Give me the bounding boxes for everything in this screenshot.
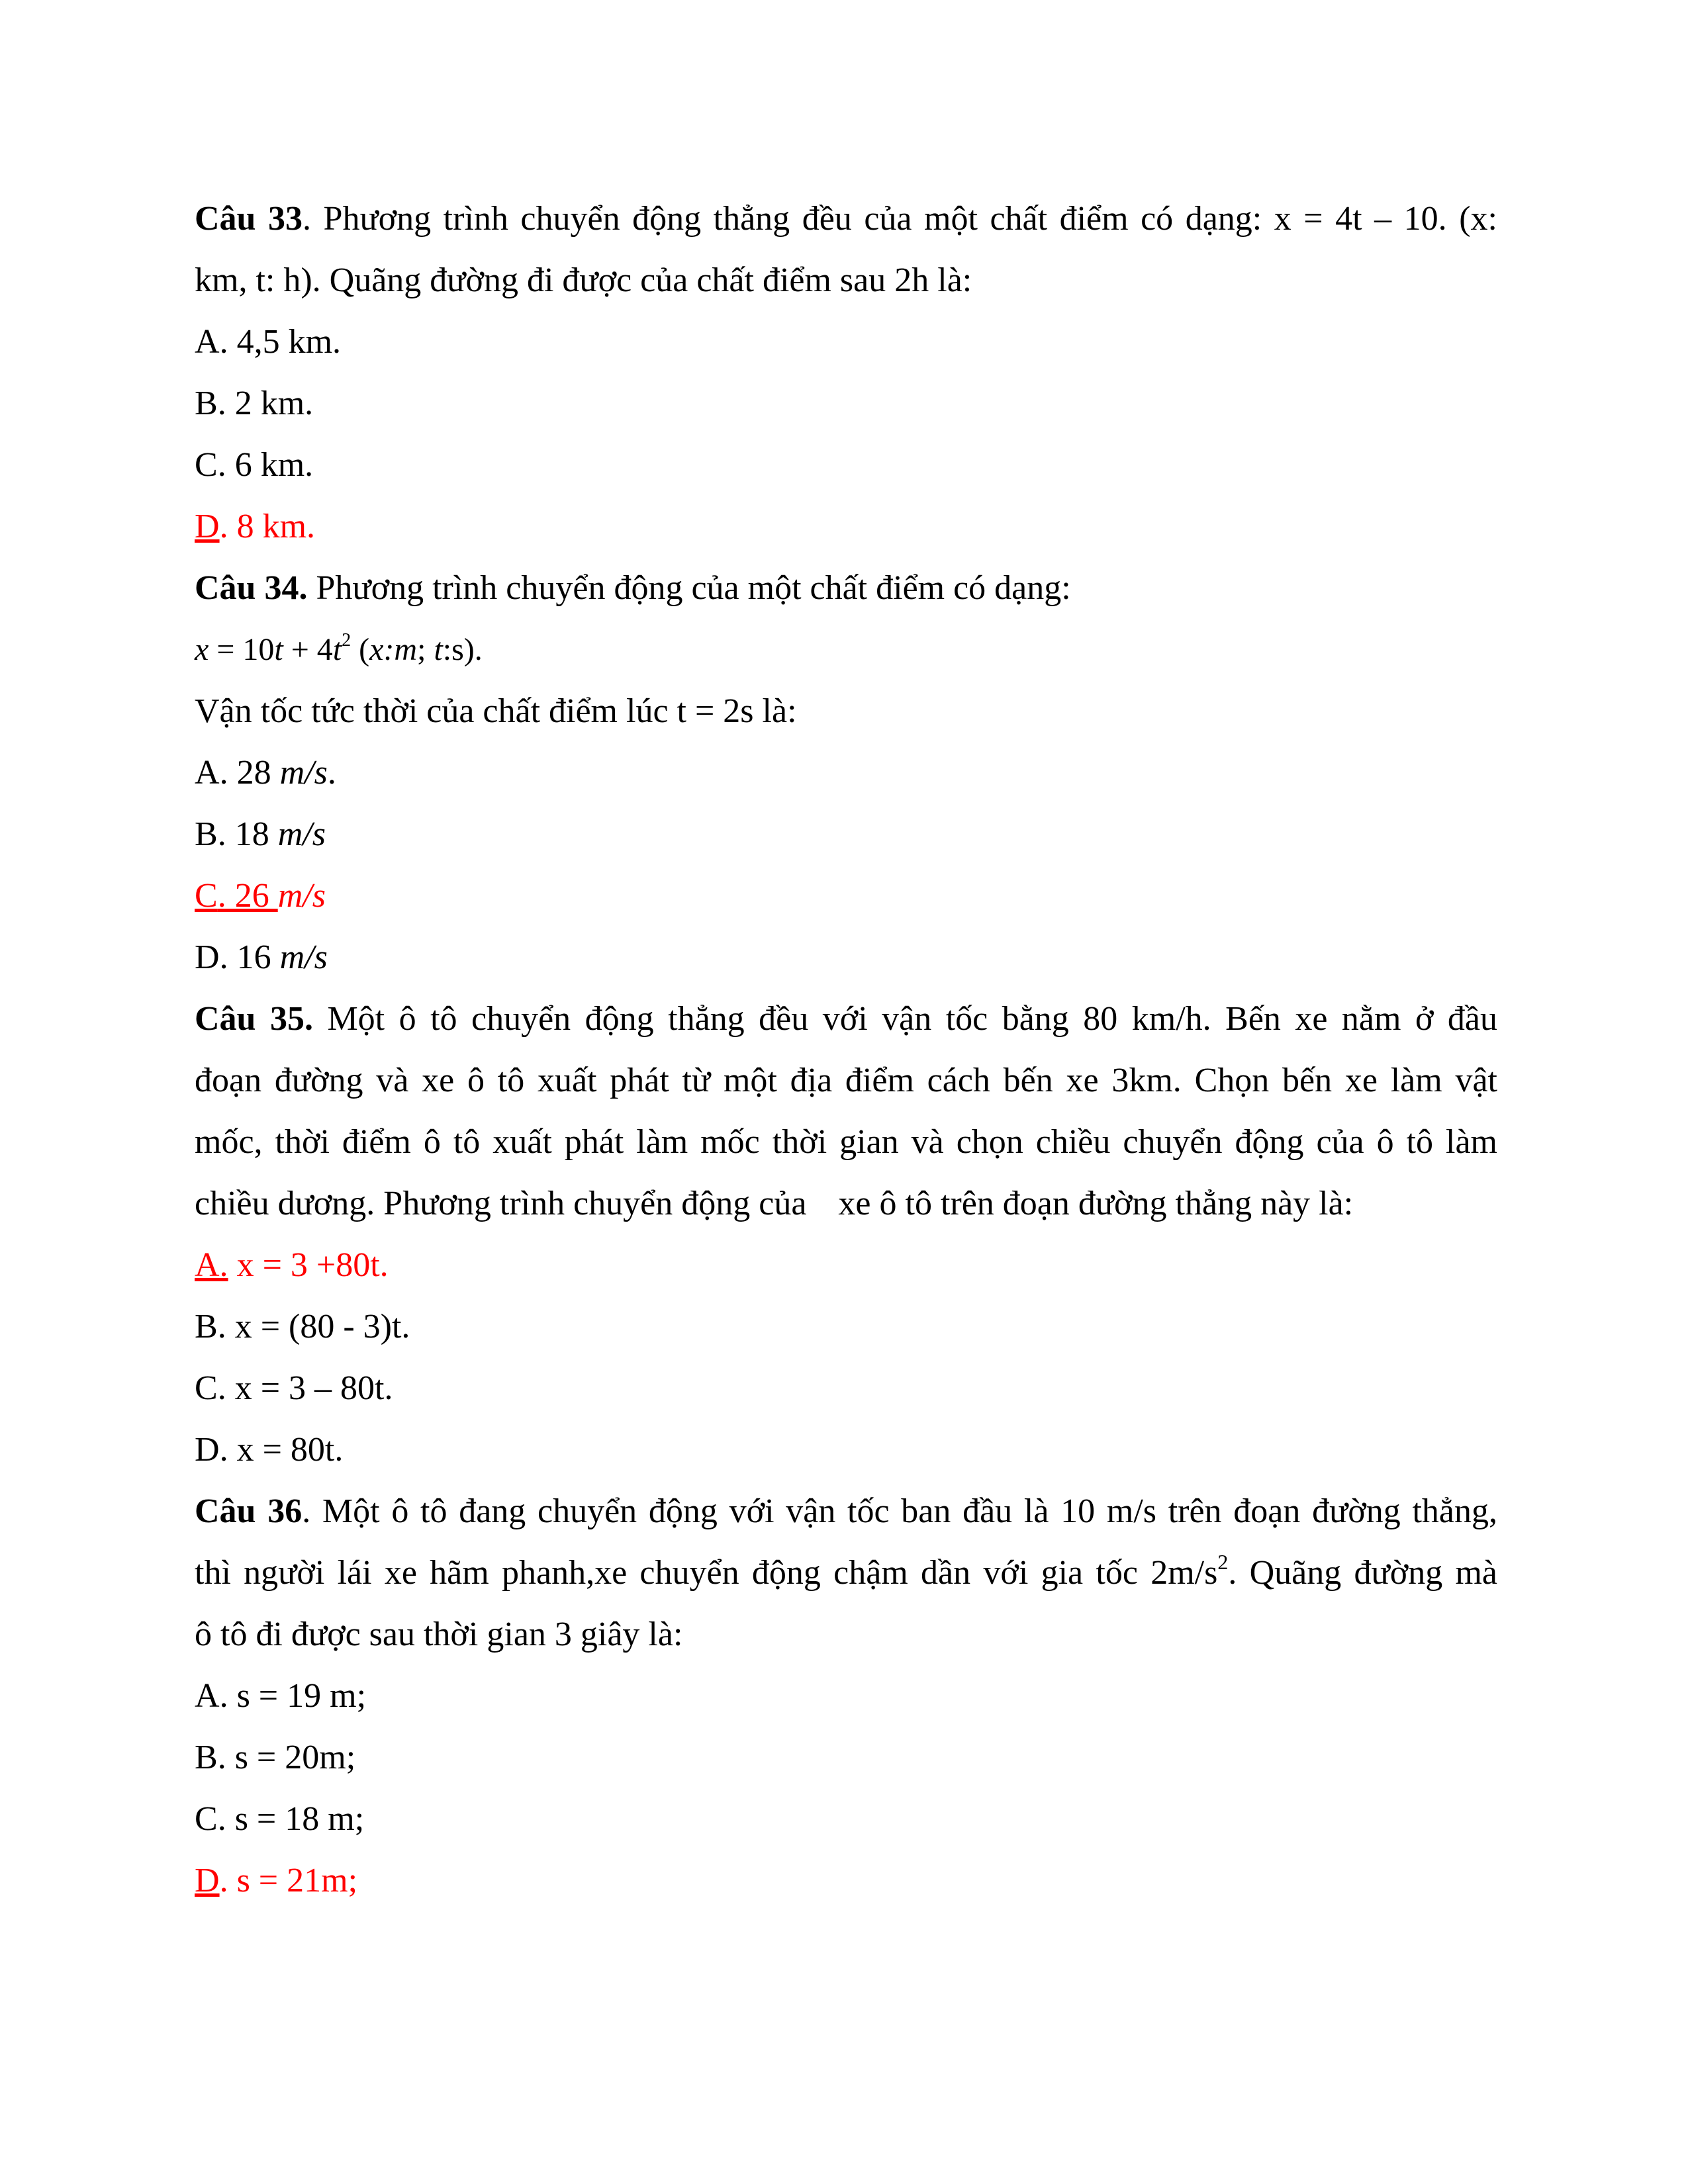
stem-text: thì người lái xe hãm phanh,xe chuyển động chậm dần với gia tốc 2m/s: [195, 1554, 1218, 1592]
question-34-option-d: [195, 927, 1497, 988]
option-unit: m/s: [279, 754, 328, 792]
question-33-stem-text: . Phương trình chuyển động thẳng đều của một chất điểm có dạng: x = 4t – 10. (x:: [303, 200, 1497, 238]
eq-exponent: 2: [342, 630, 352, 651]
question-33-stem-line-1: [195, 188, 1497, 250]
option-text: . 16: [219, 938, 280, 976]
question-33-label: Câu 33: [195, 200, 303, 238]
stem-text: . Quãng đường mà: [1228, 1554, 1497, 1592]
option-letter: D: [195, 1431, 220, 1469]
option-letter: C: [195, 1800, 218, 1838]
option-letter: B: [195, 1739, 218, 1776]
option-text: . s = 19 m;: [219, 1677, 367, 1715]
option-letter: A.: [195, 1246, 228, 1284]
eq-var: t: [274, 632, 283, 667]
question-35-option-b: [195, 1296, 1497, 1357]
option-text: x = 3 +80t.: [228, 1246, 389, 1284]
option-text: . 2 km.: [217, 385, 314, 422]
option-unit: m/s: [277, 815, 326, 853]
eq-part: :s).: [442, 632, 483, 667]
question-36-option-b: [195, 1727, 1497, 1788]
option-letter: A: [195, 323, 220, 361]
eq-part: = 10: [209, 632, 275, 667]
option-text: . s = 18 m;: [217, 1800, 365, 1838]
question-35-stem-line-4: [195, 1173, 1497, 1234]
question-34-stem-line-1: [195, 557, 1497, 619]
question-35-option-d: [195, 1419, 1497, 1480]
option-text: . 28: [219, 754, 280, 792]
option-letter: D: [195, 938, 220, 976]
question-34-stem-line-2: Vận tốc tức thời của chất điểm lúc t = 2s là:: [195, 692, 797, 730]
stem-text: chiều dương. Phương trình chuyển động của: [195, 1185, 807, 1222]
question-34-option-a: [195, 742, 1497, 803]
option-letter: C: [195, 446, 218, 484]
question-33-stem-line-2: km, t: h). Quãng đường đi được của chất điểm sau 2h là:: [195, 261, 972, 299]
eq-var: t: [434, 632, 443, 667]
question-36-stem-line-2: [195, 1542, 1497, 1604]
option-letter: B: [195, 1308, 218, 1345]
question-36-option-a: [195, 1665, 1497, 1727]
option-text: . s = 20m;: [217, 1739, 356, 1776]
question-35-label: Câu 35.: [195, 1000, 313, 1038]
question-35-stem-text: Một ô tô chuyển động thẳng đều với vận tốc bằng 80 km/h. Bến xe nằm ở đầu: [312, 1000, 1498, 1038]
question-36-stem-text: . Một ô tô đang chuyển động với vận tốc ban đầu là 10 m/s trên đoạn đường thẳng,: [302, 1492, 1498, 1530]
option-letter: B: [195, 815, 218, 853]
option-letter: A: [195, 1677, 220, 1715]
option-unit: m/s: [279, 938, 328, 976]
question-34-label: Câu 34.: [195, 569, 308, 607]
option-text: . s = 21m;: [219, 1862, 358, 1899]
document-page: [195, 188, 1497, 1911]
question-34-stem-text: Phương trình chuyển động của một chất điểm có dạng:: [307, 569, 1071, 607]
option-text: . 26: [217, 877, 278, 915]
option-text: . 8 km.: [219, 508, 316, 545]
eq-part: ;: [417, 632, 434, 667]
question-35-option-c: [195, 1357, 1497, 1419]
question-35-stem-line-2: đoạn đường và xe ô tô xuất phát từ một địa điểm cách bến xe 3km. Chọn bến xe làm vật: [195, 1062, 1497, 1099]
option-text: . 6 km.: [217, 446, 314, 484]
question-36-label: Câu 36: [195, 1492, 303, 1530]
question-33-option-d-correct: [195, 496, 1497, 557]
question-35-stem-line-1: [195, 988, 1497, 1050]
question-36-option-c: [195, 1788, 1497, 1850]
question-35-option-a-correct: [195, 1234, 1497, 1296]
question-34-option-b: [195, 803, 1497, 865]
option-text: . x = 3 – 80t.: [217, 1369, 393, 1407]
option-letter: D: [195, 508, 220, 545]
question-36-stem-line-1: [195, 1480, 1497, 1542]
option-text: . 4,5 km.: [219, 323, 342, 361]
eq-part: (: [351, 632, 370, 667]
option-letter: C: [195, 877, 218, 915]
option-text: . x = 80t.: [219, 1431, 344, 1469]
option-tail: .: [327, 754, 336, 792]
stem-text: xe ô tô trên đoạn đường thẳng này là:: [838, 1185, 1354, 1222]
option-text: . x = (80 - 3)t.: [217, 1308, 410, 1345]
option-letter: A: [195, 754, 220, 792]
eq-var: t: [332, 632, 342, 667]
option-letter: D: [195, 1862, 220, 1899]
option-text: . 18: [217, 815, 278, 853]
option-unit: m/s: [277, 877, 326, 915]
question-33-option-c: [195, 434, 1497, 496]
question-36-option-d-correct: [195, 1850, 1497, 1911]
superscript: 2: [1217, 1549, 1229, 1574]
eq-part: + 4: [283, 632, 333, 667]
eq-lhs: x: [195, 632, 209, 667]
option-letter: C: [195, 1369, 218, 1407]
option-letter: B: [195, 385, 218, 422]
question-36-stem-line-3: ô tô đi được sau thời gian 3 giây là:: [195, 1615, 683, 1653]
question-33-option-b: [195, 373, 1497, 434]
question-33-option-a: [195, 311, 1497, 373]
eq-var: x:m: [369, 632, 418, 667]
question-34-equation: [195, 619, 1497, 680]
question-35-stem-line-3: mốc, thời điểm ô tô xuất phát làm mốc thời gian và chọn chiều chuyển động của ô tô làm: [195, 1123, 1497, 1161]
question-34-option-c-correct: [195, 865, 1497, 927]
